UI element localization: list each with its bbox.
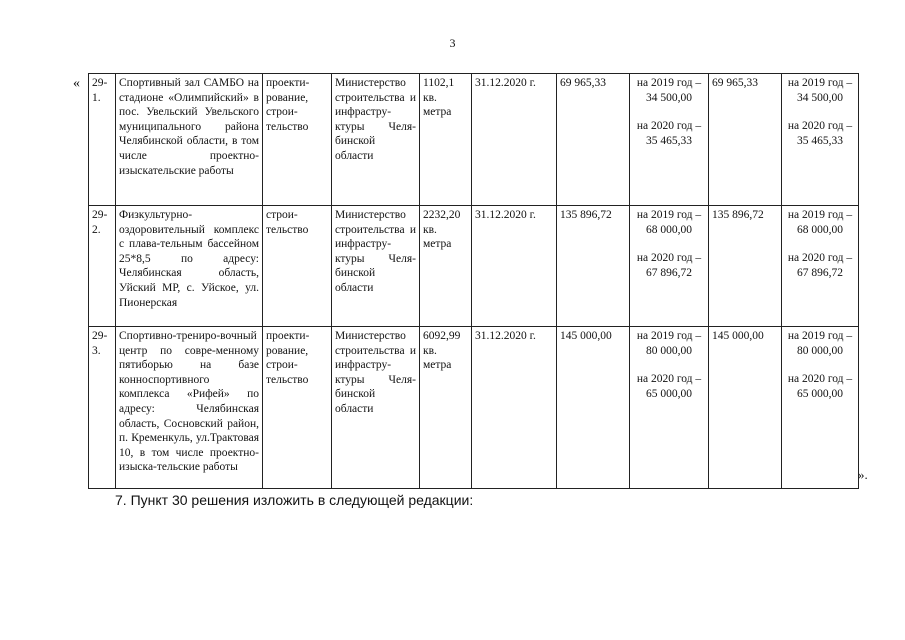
work-type: проекти-рование, строи-тельство — [263, 74, 332, 206]
schedule-2019: на 2019 год – 34 500,00 — [636, 77, 702, 104]
work-type: строи-тельство — [263, 206, 332, 327]
row-code: 29-3. — [89, 327, 116, 489]
total-cost: 135 896,72 — [557, 206, 630, 327]
capacity: 6092,99 кв. метра — [420, 327, 472, 489]
total-cost: 69 965,33 — [557, 74, 630, 206]
object-name: Спортивно-трениро-вочный центр по совре-менному пятиборью на базе конноспортивного комплекса «Рифей» по адресу: Челябинская область, Сосновский район, п. Кременкуль, ул.Трактовая 10, в том числе проектно-изыска-тельские работы — [116, 327, 263, 489]
schedule-2020: на 2020 год – 67 896,72 — [636, 252, 702, 279]
object-name: Физкультурно-оздоровительный комплекс с плава-тельным бассейном 25*8,5 по адресу: Челябинская область, Уйский МР, с. Уйское, ул. Пионерская — [116, 206, 263, 327]
closing-quote: ». — [858, 467, 868, 482]
row-code: 29-2. — [89, 206, 116, 327]
schedule-2020: на 2020 год – 65 000,00 — [636, 373, 702, 400]
customer: Министерство строительства и инфрастру-ктуры Челя-бинской области — [332, 206, 420, 327]
table-row — [89, 206, 859, 327]
table-row — [89, 327, 859, 489]
customer: Министерство строительства и инфрастру-ктуры Челя-бинской области — [332, 74, 420, 206]
table-row — [89, 74, 859, 206]
opening-quote: « — [73, 76, 80, 91]
funding-total: 135 896,72 — [709, 206, 782, 327]
funding-schedule — [782, 74, 859, 206]
object-name: Спортивный зал САМБО на стадионе «Олимпийский» в пос. Увельский Увельского муниципального района Челябинской области, в том числе проектно-изыскательские работы — [116, 74, 263, 206]
deadline: 31.12.2020 г. — [472, 206, 557, 327]
cost-schedule — [630, 327, 709, 489]
schedule-2019: на 2019 год – 68 000,00 — [787, 209, 853, 236]
schedule-2020: на 2020 год – 35 465,33 — [787, 120, 853, 147]
row-code: 29-1. — [89, 74, 116, 206]
schedule-2020: на 2020 год – 35 465,33 — [636, 120, 702, 147]
deadline: 31.12.2020 г. — [472, 74, 557, 206]
capacity: 2232,20 кв. метра — [420, 206, 472, 327]
funding-schedule — [782, 206, 859, 327]
schedule-2019: на 2019 год – 34 500,00 — [787, 77, 853, 104]
objects-table — [88, 73, 859, 489]
customer: Министерство строительства и инфрастру-ктуры Челя-бинской области — [332, 327, 420, 489]
cost-schedule — [630, 206, 709, 327]
paragraph-text: 7. Пункт 30 решения изложить в следующей редакции: — [115, 492, 474, 508]
funding-total: 145 000,00 — [709, 327, 782, 489]
capacity: 1102,1 кв. метра — [420, 74, 472, 206]
schedule-2020: на 2020 год – 67 896,72 — [787, 252, 853, 279]
schedule-2019: на 2019 год – 68 000,00 — [636, 209, 702, 236]
page-number: 3 — [449, 36, 456, 50]
funding-total: 69 965,33 — [709, 74, 782, 206]
deadline: 31.12.2020 г. — [472, 327, 557, 489]
work-type: проекти-рование, строи-тельство — [263, 327, 332, 489]
total-cost: 145 000,00 — [557, 327, 630, 489]
schedule-2019: на 2019 год – 80 000,00 — [787, 330, 853, 357]
schedule-2020: на 2020 год – 65 000,00 — [787, 373, 853, 400]
cost-schedule — [630, 74, 709, 206]
schedule-2019: на 2019 год – 80 000,00 — [636, 330, 702, 357]
funding-schedule — [782, 327, 859, 489]
